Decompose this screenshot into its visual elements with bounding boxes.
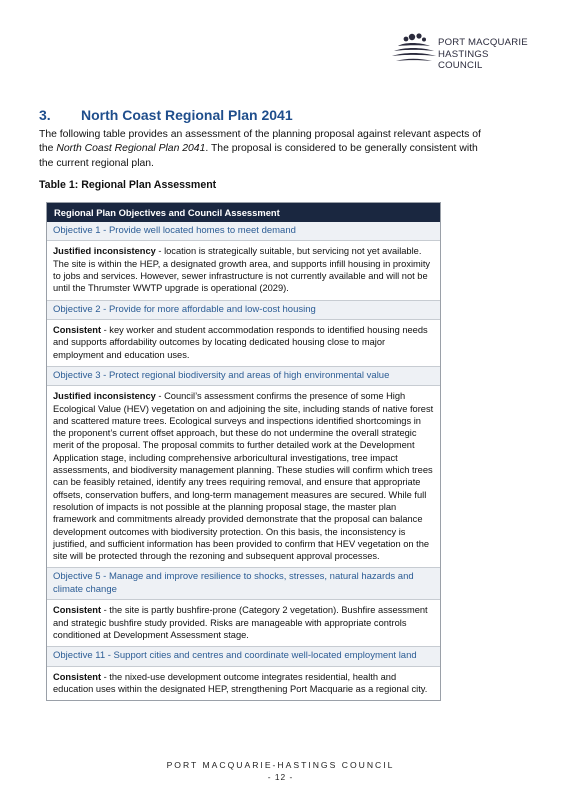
assessment-text [47,386,440,567]
council-logo [390,32,530,71]
intro-paragraph [39,128,489,171]
assessment-detail: - the site is partly bushfire-prone (Category 2 vegetation). Bushfire assessment and strategic bushfire study provided. Risks are manageable with appropriate controls conditioned at Development Assessment stage. [53,605,428,640]
assessment-status: Justified inconsistency [53,391,156,402]
table-row [47,567,440,646]
intro-italic-title: North Coast Regional Plan 2041 [56,143,206,155]
assessment-status: Consistent [53,671,102,682]
intro-text-2: . The proposal is considered to be generally consistent with the current regional plan. [39,143,478,169]
assessment-text [47,241,440,299]
section-heading [39,107,293,123]
logo-line-1: PORT MACQUARIE [438,37,528,48]
table-row [47,300,440,366]
section-title: North Coast Regional Plan 2041 [81,107,293,123]
objective-title: Objective 3 - Protect regional biodiversity and areas of high environmental value [47,367,440,386]
table-row [47,646,440,700]
assessment-status: Justified inconsistency [53,246,156,257]
council-logo-icon [390,32,436,66]
page-number: - 12 - [267,772,294,782]
table-header: Regional Plan Objectives and Council Assessment [47,203,440,222]
assessment-status: Consistent [53,325,102,335]
table-row [47,222,440,300]
assessment-detail: - Council’s assessment confirms the presence of some High Ecological Value (HEV) vegetation on and adjoining the site, including stands of native forest and scattered mature trees. Ecological surveys and inspections identified shortcomings in the proponent’s current offset approach, but these do not undermine the overall strategic merit of the proposal. The proposal commits to further detailed work at the Development Application stage, including comprehensive arboricultural investigations, tree impact assessments, and biodiversity management planning. These studies will confirm which trees can be feasibly retained, identify any trees requiring removal, and ensure that appropriate offsets, conservation buffers, and long-term management measures are secured. While full resolution of impacts is not possible at the planning proposal stage, the master plan framework and commitments already provided demonstrate that the proposal can balance development outcomes with biodiversity protection. On this basis, the inconsistency is justified, and sufficient information has been provided to confirm that HEV vegetation on the site will be protected through the rezoning and subsequent approval processes. [53,391,434,562]
table-row [47,366,440,568]
objective-title: Objective 2 - Provide for more affordable and low-cost housing [47,301,440,320]
section-number: 3. [39,107,51,123]
footer-council-name: PORT MACQUARIE-HASTINGS COUNCIL [166,760,395,770]
logo-line-2: HASTINGS COUNCIL [438,48,489,71]
assessment-detail: - the nixed-use development outcome integrates residential, health and education uses within the designated HEP, strengthening Port Macquarie as a regional city. [53,671,428,694]
assessment-detail: - key worker and student accommodation responds to identified housing needs and supports affordability outcomes by locating dedicated housing close to major employment and education uses. [53,325,428,360]
assessment-text [47,667,440,701]
assessment-text [47,320,440,366]
assessment-detail: - location is strategically suitable, but servicing not yet available. The site is within the HEP, a designated growth area, and supports infill housing in proximity to jobs and services. However, sewer infrastructure is not currently available and will not be until the Thrumster WWTP upgrade is operational (2029). [53,246,431,294]
intro-text-1: The following table provides an assessment of the planning proposal against relevant aspects of the [39,129,481,155]
assessment-table [46,202,441,701]
objective-title: Objective 5 - Manage and improve resilience to shocks, stresses, natural hazards and climate change [47,568,440,600]
assessment-status: Consistent [53,605,102,616]
objective-title: Objective 1 - Provide well located homes to meet demand [47,222,440,241]
objective-title: Objective 11 - Support cities and centres and coordinate well-located employment land [47,647,440,666]
table-caption: Table 1: Regional Plan Assessment [39,179,217,191]
assessment-text [47,600,440,646]
table-body [47,222,440,700]
logo-text [438,37,530,72]
